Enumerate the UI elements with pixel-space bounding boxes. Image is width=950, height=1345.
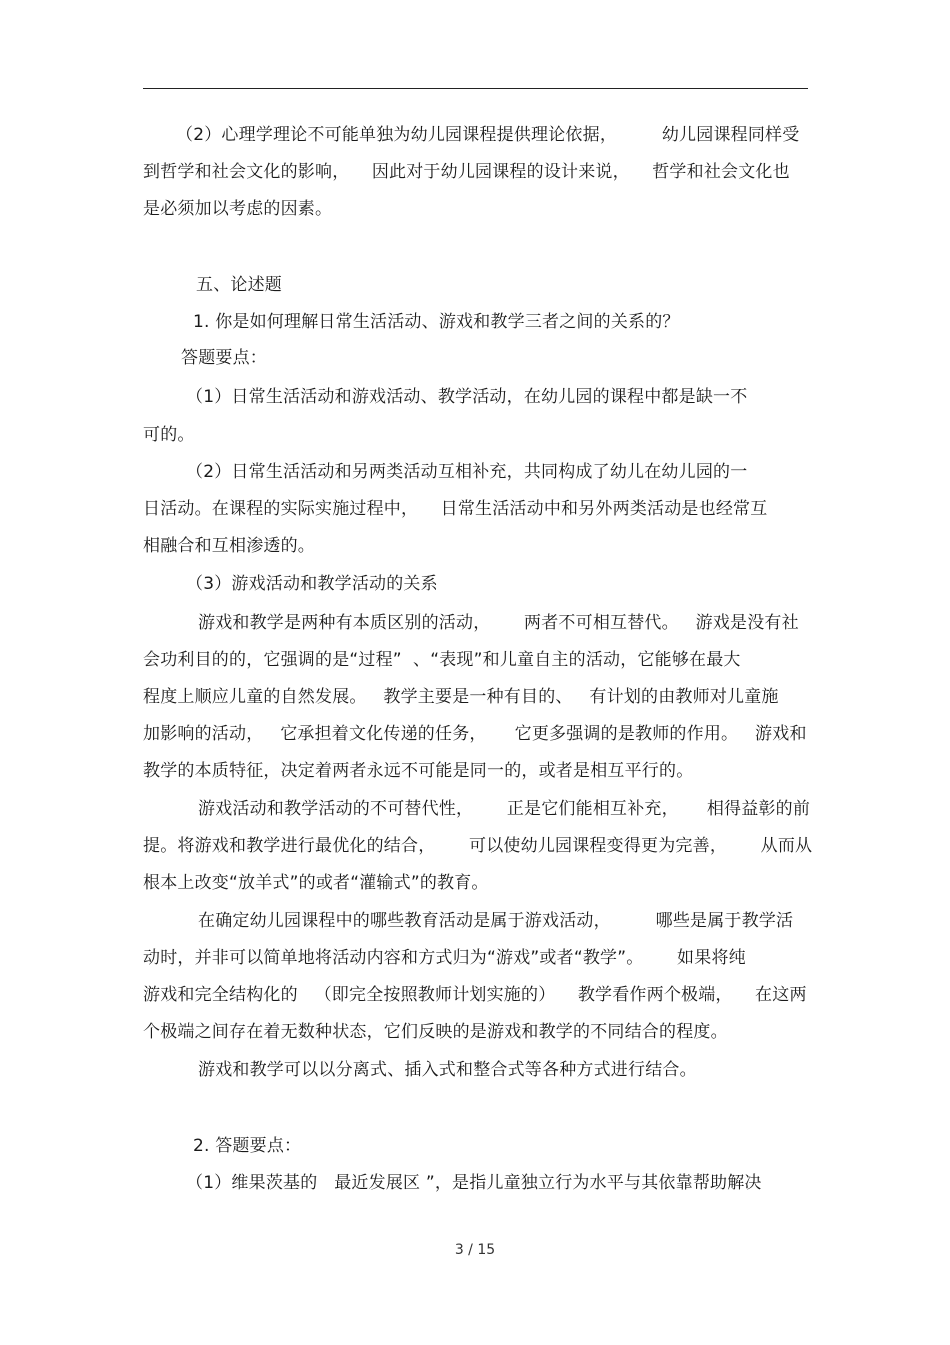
text-line: 加影响的活动， 它承担着文化传递的任务， 它更多强调的是教师的作用。 游戏和 [143,724,807,744]
text-line: 游戏和教学是两种有本质区别的活动， 两者不可相互替代。 游戏是没有社 [198,613,799,633]
text-line: 提。将游戏和教学进行最优化的结合， 可以使幼儿园课程变得更为完善， 从而从 [143,836,813,856]
section-heading: 五、论述题 [196,275,282,295]
question-title: 1. 你是如何理解日常生活活动、游戏和教学三者之间的关系的？ [193,312,680,332]
text-line: 游戏和完全结构化的 （即完全按照教师计划实施的） 教学看作两个极端， 在这两 [143,985,807,1005]
text-line: （2）日常生活活动和另两类活动互相补充，共同构成了幼儿在幼儿园的一 [186,462,748,482]
text-line: 相融合和互相渗透的。 [143,536,315,556]
page-number: 3 / 15 [454,1242,496,1258]
question-title: 2. 答题要点： [193,1136,302,1156]
text-line: 个极端之间存在着无数种状态，它们反映的是游戏和教学的不同结合的程度。 [143,1022,728,1042]
text-line: 程度上顺应儿童的自然发展。 教学主要是一种有目的、 有计划的由教师对儿童施 [143,687,779,707]
text-line: （2）心理学理论不可能单独为幼儿园课程提供理论依据， 幼儿园课程同样受 [176,125,800,145]
text-line: 游戏和教学可以以分离式、插入式和整合式等各种方式进行结合。 [198,1060,697,1080]
answer-heading: 答题要点： [181,348,267,368]
text-line: 游戏活动和教学活动的不可替代性， 正是它们能相互补充， 相得益彰的前 [198,799,811,819]
text-line: 在确定幼儿园课程中的哪些教育活动是属于游戏活动， 哪些是属于教学活 [198,911,794,931]
text-line: 到哲学和社会文化的影响， 因此对于幼儿园课程的设计来说， 哲学和社会文化也 [143,162,790,182]
text-line: 教学的本质特征，决定着两者永远不可能是同一的，或者是相互平行的。 [143,761,694,781]
text-line: 可的。 [143,425,195,445]
text-line: 日活动。在课程的实际实施过程中， 日常生活活动中和另外两类活动是也经常互 [143,499,768,519]
text-line: 动时，并非可以简单地将活动内容和方式归为“游戏”或者“教学”。 如果将纯 [143,948,746,968]
text-line: 会功利目的的，它强调的是“过程” 、“表现”和儿童自主的活动，它能够在最大 [143,650,741,670]
text-line: （3）游戏活动和教学活动的关系 [186,574,438,594]
text-line: 是必须加以考虑的因素。 [143,199,333,219]
text-line: （1）维果茨基的 最近发展区 ”，是指儿童独立行为水平与其依靠帮助解决 [186,1173,762,1193]
text-line: （1）日常生活活动和游戏活动、教学活动，在幼儿园的课程中都是缺一不 [186,387,748,407]
text-line: 根本上改变“放羊式”的或者“灌输式”的教育。 [143,873,489,893]
header-rule [143,88,808,89]
